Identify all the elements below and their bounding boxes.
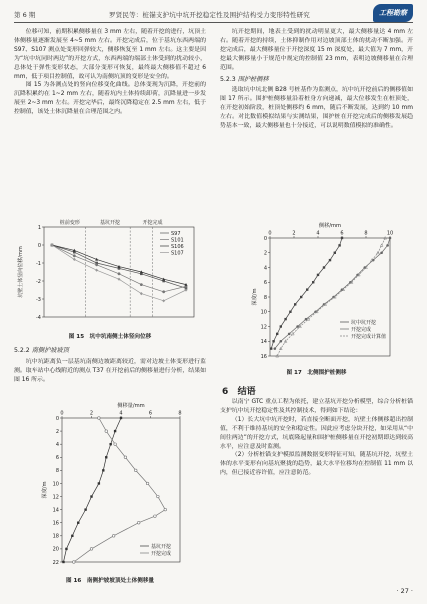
x-tick-label: 8 <box>364 230 368 237</box>
figure-16-caption: 图 16 南侧护坡坡顶处土体侧移量 <box>65 578 155 584</box>
left-column-lower <box>14 344 206 385</box>
data-point <box>380 244 383 247</box>
data-point <box>274 347 277 350</box>
x-tick-label: 10 <box>386 230 394 237</box>
data-point <box>84 508 86 510</box>
data-point <box>140 283 143 286</box>
data-point <box>95 269 98 272</box>
section-number: 5.2.2 <box>14 347 30 354</box>
data-point <box>280 325 282 327</box>
x-tick-label: 4 <box>316 230 320 237</box>
figure-16-chart <box>40 400 190 572</box>
data-point <box>294 303 296 305</box>
x-tick-label: 0 <box>268 230 272 237</box>
paragraph: 位移可知，前期积累侧移量在 3 mm 左右，随着开挖的进行，坑顶土体侧移量逐渐发展至 4~5 mm 左右。开挖完成后，位于基坑东西两端的 S97、S107 测点处变形回弹较大，侧移恢复至 1 mm 左右。这主要是因为“坑中坑同时两边”的开挖方式，东西两端的端部土体受到的扰动较小，总体处于弹性变形状态，大部分变形可恢复，最终最大侧移值不超过 6 mm，低于项目控制值，故可认为南侧坑顶的变形是安全的。 <box>14 29 206 80</box>
y-tick-label: 16 <box>52 520 59 527</box>
data-point <box>329 259 331 261</box>
legend-label: 开挖完成计算值 <box>351 333 387 340</box>
data-point <box>114 430 116 432</box>
data-point <box>120 417 122 419</box>
data-point <box>146 482 149 485</box>
section-number: 6 <box>222 387 229 397</box>
data-point <box>102 469 104 471</box>
legend-label: S107 <box>171 250 184 257</box>
x-tick-label: 4 <box>119 410 123 417</box>
paragraph: （1）长大坑中坑开挖时，若直接全断面开挖，坑壁土体侧移超出控制值，不利于维持基坑的安全和稳定性。因此应考虑分块开挖，如采用从“中间往两边”的开挖方式，坑底隆起量和围护桩侧移量在开挖初期即达到较高水平，应注意及时监测。 <box>220 416 413 450</box>
y-axis-label: 坑壁土体竖向位移/mm <box>18 246 24 298</box>
y-tick-label: 4 <box>55 441 59 448</box>
data-point <box>386 244 389 247</box>
data-point <box>272 340 274 342</box>
stage-label: 基坑开挖 <box>100 220 121 226</box>
figure-17-chart <box>250 220 400 366</box>
y-axis-label: 深度/m <box>252 288 258 306</box>
y-tick-label: -1 <box>36 260 41 267</box>
data-point <box>341 237 343 239</box>
x-tick-label: 6 <box>340 230 344 237</box>
data-point <box>288 333 291 336</box>
data-point <box>334 252 336 254</box>
y-tick-label: 1 <box>37 224 41 231</box>
legend-label: S106 <box>171 243 184 250</box>
data-point <box>65 548 67 550</box>
section-number: 5.2.3 <box>220 75 236 83</box>
figure-15-chart <box>14 213 206 327</box>
data-point <box>71 535 73 537</box>
legend-label: 开挖完成 <box>151 550 172 557</box>
data-point <box>105 456 107 458</box>
data-point <box>73 258 76 261</box>
section-heading-6 <box>222 384 256 397</box>
y-tick-label: 6 <box>55 455 59 462</box>
y-tick-label: 8 <box>55 468 59 475</box>
section-title: 围护桩侧移 <box>237 75 269 83</box>
data-point <box>270 347 272 349</box>
data-point <box>380 251 383 254</box>
data-point <box>323 266 325 268</box>
paragraph: 坑中坑距离负一层基坑南侧边坡距离较近，需对边坡土体变形进行监测。取车站中心线附近的测点 T37 在开挖前后的侧移量进行分析，结果如图 16 所示。 <box>14 358 206 383</box>
y-tick-label: -2 <box>36 278 41 285</box>
data-point <box>338 244 340 246</box>
data-point <box>118 272 121 275</box>
paragraph: （2）分析桩锚支护模拟监测数据变形特征可知，随基坑开挖，坑壁土体的水平变形有向基坑聚拢的趋势，最大水平位移均在控制值 11 mm 以内，但已接近容许值，应注意防范。 <box>220 452 413 477</box>
data-point <box>90 495 92 497</box>
section-title: 南侧护坡坡顶 <box>31 347 69 354</box>
series-line <box>74 418 165 562</box>
data-point <box>98 417 101 420</box>
x-axis-label: 侧移/mm <box>318 223 342 229</box>
data-point <box>77 522 79 524</box>
paragraph: 选取坑中坑北侧 B28 号桩基作为监测点，坑中坑开挖前后的侧移值如图 17 所示。围护桩侧移量沿着桩身方向递减，最大位移发生在桩顶处，在开挖初始阶段，桩顶处侧移约 6 mm，随后不断发展，达到约 10 mm 左右。对比数值模拟结果与实测结果，围护桩在开挖完成后的侧移发展趋势基本一致，最大侧移量也十分接近，可以说明数值模拟的准确性。 <box>220 87 413 130</box>
y-tick-label: -4 <box>36 314 41 321</box>
plot-frame <box>62 418 180 562</box>
series-line <box>271 238 342 349</box>
data-point <box>112 535 115 538</box>
figure-15-caption: 图 15 坑中坑南侧土体竖向位移 <box>68 334 152 340</box>
y-tick-label: -3 <box>36 296 41 303</box>
x-tick-label: 0 <box>60 410 64 417</box>
legend-label: S97 <box>171 230 181 237</box>
x-tick-label: 6 <box>148 410 153 417</box>
y-tick-label: 18 <box>52 533 59 540</box>
y-tick-label: 12 <box>260 324 267 331</box>
data-point <box>124 456 127 459</box>
y-tick-label: 16 <box>260 353 267 360</box>
y-tick-label: 10 <box>260 309 267 316</box>
y-tick-label: 14 <box>52 507 59 514</box>
data-point <box>289 311 291 313</box>
paragraph: 图 15 为各测点处的竖向位移变化曲线。总体变现为沉降，开挖前的沉降积累约在 1~2 mm 左右，随着坑内土体持续卸荷，沉降量进一步发展至 2~3 mm 左右。开挖完毕后，最终沉降稳定在 2.5 mm 左右，低于控制值，该处土体沉降量在合理范围之内。 <box>14 82 206 116</box>
data-point <box>317 274 319 276</box>
data-point <box>109 443 111 445</box>
data-point <box>140 292 143 295</box>
y-tick-label: 2 <box>263 250 267 257</box>
legend-label: S101 <box>171 237 184 244</box>
y-tick-label: 20 <box>52 546 59 553</box>
stage-label: 开挖完成 <box>142 220 163 226</box>
data-point <box>95 263 98 266</box>
data-point <box>90 548 93 551</box>
data-point <box>114 443 117 446</box>
data-point <box>164 508 167 511</box>
journal-logo: 工程勘察 <box>373 4 413 22</box>
x-tick-label: 2 <box>89 410 94 417</box>
y-tick-label: 14 <box>260 339 267 346</box>
y-tick-label: 0 <box>37 242 41 249</box>
data-point <box>62 561 64 563</box>
x-tick-label: 2 <box>292 230 296 237</box>
data-point <box>306 288 308 290</box>
y-tick-label: 2 <box>55 428 59 435</box>
legend-label: 开挖完成 <box>351 326 372 333</box>
legend-label: 坑中坑开挖 <box>351 319 377 326</box>
y-tick-label: 22 <box>52 559 59 566</box>
data-point <box>157 495 160 498</box>
series-line <box>275 238 390 349</box>
y-tick-label: 6 <box>263 280 267 287</box>
data-point <box>134 469 137 472</box>
y-tick-label: 12 <box>52 494 59 501</box>
data-point <box>389 237 392 240</box>
paragraph: 以南宁 GTC 重点工程为依托，建立基坑开挖分析模型，综合分析桩锚支护坑中坑开挖稳定性及其控制技术，得到如下结论： <box>220 399 413 414</box>
data-point <box>73 561 76 564</box>
right-column-lower <box>220 398 413 478</box>
section-title: 结语 <box>237 387 256 397</box>
data-point <box>312 281 314 283</box>
y-tick-label: 10 <box>52 481 59 488</box>
x-tick-label: 8 <box>178 410 182 417</box>
data-point <box>98 482 100 484</box>
right-column <box>220 28 413 131</box>
paragraph: 坑开挖期间，地表土受到的扰动明显更大，最大侧移量达 4 mm 左右。随着开挖的持续，土体抑制作用对边坡顶部土体的扰动不断加强。开挖完成后，最大侧移量位于开挖深度 15 m 深度处，最大值为 7 mm，开挖最大侧移量小于规范中规定的控制值 23 mm，表明边坡侧移量在合理范围。 <box>220 29 413 71</box>
page-header <box>14 8 413 22</box>
y-tick-label: 8 <box>263 294 267 301</box>
y-tick-label: 4 <box>263 265 267 272</box>
section-heading-5-2-3 <box>220 76 413 85</box>
legend-label: 基坑开挖 <box>151 543 172 550</box>
running-title: 罗贤民等：桩锚支护坑中坑开挖稳定性及围护结构受力变形特性研究 <box>109 11 310 19</box>
data-point <box>162 290 165 293</box>
figure-17-caption: 图 17 北侧围护桩侧移 <box>286 370 347 376</box>
issue-label: 第 6 期 <box>14 11 36 19</box>
data-point <box>284 318 286 320</box>
data-point <box>105 430 108 433</box>
page-number: · 27 · <box>396 587 413 595</box>
left-column <box>14 28 206 117</box>
x-axis-label: 侧移量/mm <box>117 403 145 409</box>
y-tick-label: 0 <box>263 235 267 242</box>
data-point <box>276 333 278 335</box>
data-point <box>137 521 140 524</box>
y-axis-label: 深度/m <box>42 481 48 499</box>
header-rule <box>14 22 413 23</box>
y-tick-label: 0 <box>55 415 59 422</box>
data-point <box>118 278 121 281</box>
data-point <box>162 299 165 302</box>
data-point <box>73 254 76 257</box>
section-heading-5-2-2 <box>14 347 206 356</box>
stage-label: 桩前变形 <box>59 220 80 226</box>
data-point <box>280 340 283 343</box>
data-point <box>300 296 302 298</box>
data-point <box>154 515 157 518</box>
